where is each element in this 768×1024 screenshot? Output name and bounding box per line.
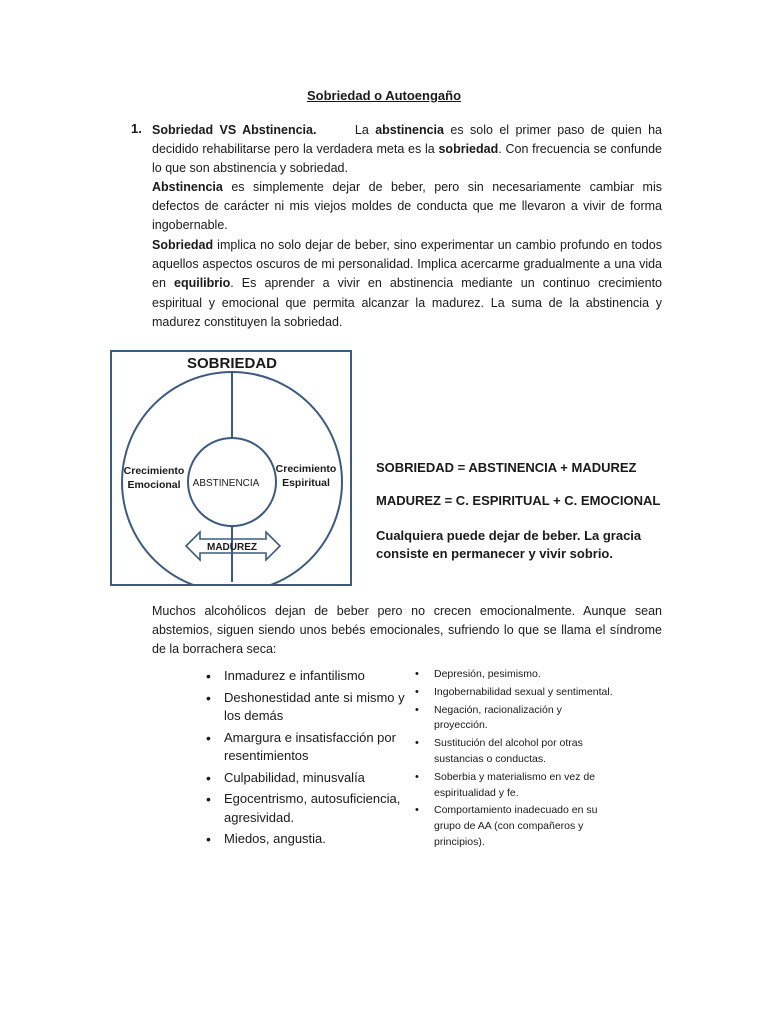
p1-term-abstinencia: abstinencia [375,123,444,137]
p3-text-b: implica no solo dejar de beber, sino experimentar un cambio profundo en todos aquellos aspectos oscuros de mi personalidad. Implica acercarme gradualmente a una vida en [152,238,662,291]
p3-text-d: . Es aprender a vivir en abstinencia mediante un continuo crecimiento espiritual y emocional que permita alcanzar la madurez. La suma de la abstinencia y madurez constituyen la sobriedad. [152,276,662,329]
p1-text-c: es solo el primer paso de quien ha decidido rehabilitarse pero la verdadera meta es la [152,123,662,157]
right-label-line2: Espiritual [282,477,330,489]
symptoms-list-left [206,667,406,852]
list-item: • Amargura e insatisfacción por resentimientos [206,729,406,766]
paragraph-sobriedad [152,236,662,332]
paragraph-borrachera-seca: Muchos alcohólicos dejan de beber pero no crecen emocionalmente. Aunque sean abstemios, siguen siendo unos bebés emocionales, sufriendo lo que se llama el síndrome de la borrachera seca: [152,604,662,657]
formula-sobriedad: SOBRIEDAD = ABSTINENCIA + MADUREZ [376,460,637,475]
document-title: Sobriedad o Autoengaño [306,88,462,103]
center-label: ABSTINENCIA [192,478,260,489]
p3-term-sobriedad: Sobriedad [152,238,214,252]
symptoms-list-right [415,667,615,853]
list-item: • Ingobernabilidad sexual y sentimental. [415,685,615,701]
formula-madurez: MADUREZ = C. ESPIRITUAL + C. EMOCIONAL [376,493,661,508]
section-heading: Sobriedad VS Abstinencia. [152,123,317,137]
p1-term-sobriedad: sobriedad [438,142,499,157]
sobriedad-diagram [110,350,352,586]
arrow-label: MADUREZ [207,542,257,553]
list-item: • Soberbia y materialismo en vez de espiritualidad y fe. [415,770,615,802]
list-item: • Depresión, pesimismo. [415,667,615,683]
list-item: • Negación, racionalización y proyección. [415,703,615,735]
list-item: • Culpabilidad, minusvalía [206,769,406,788]
list-item: • Comportamiento inadecuado en su grupo de AA (con compañeros y principios). [415,803,615,850]
p1-text-a: La [354,123,376,137]
list-item: • Deshonestidad ante si mismo y los demás [206,689,406,726]
note-text: Cualquiera puede dejar de beber. La gracia consiste en permanecer y vivir sobrio. [376,528,642,561]
list-item: • Miedos, angustia. [206,830,406,849]
sobriedad-diagram-graphic [112,352,350,584]
section-number: 1. [131,121,142,136]
p1-text-e: . Con frecuencia se confunde lo que son abstinencia y sobriedad. [152,142,662,176]
p2-term-abstinencia: Abstinencia [152,180,223,194]
paragraph-sobriedad-vs-abstinencia [152,121,662,179]
p2-text: es simplemente dejar de beber, pero sin necesariamente cambiar mis defectos de carácter ni mis viejos moldes de conducta que me llevaron a vivir de forma ingobernable. [152,180,662,233]
paragraph-abstinencia [152,178,662,236]
p3-term-equilibrio: equilibrio [174,276,231,291]
list-item: • Egocentrismo, autosuficiencia, agresividad. [206,790,406,827]
list-item: • Inmadurez e infantilismo [206,667,406,686]
right-label-line1: Crecimiento [275,463,337,475]
diagram-title: SOBRIEDAD [186,355,278,372]
list-item: • Sustitución del alcohol por otras sustancias o conductas. [415,736,615,768]
left-label-line1: Crecimiento [123,465,185,477]
left-label-line2: Emocional [127,479,181,491]
